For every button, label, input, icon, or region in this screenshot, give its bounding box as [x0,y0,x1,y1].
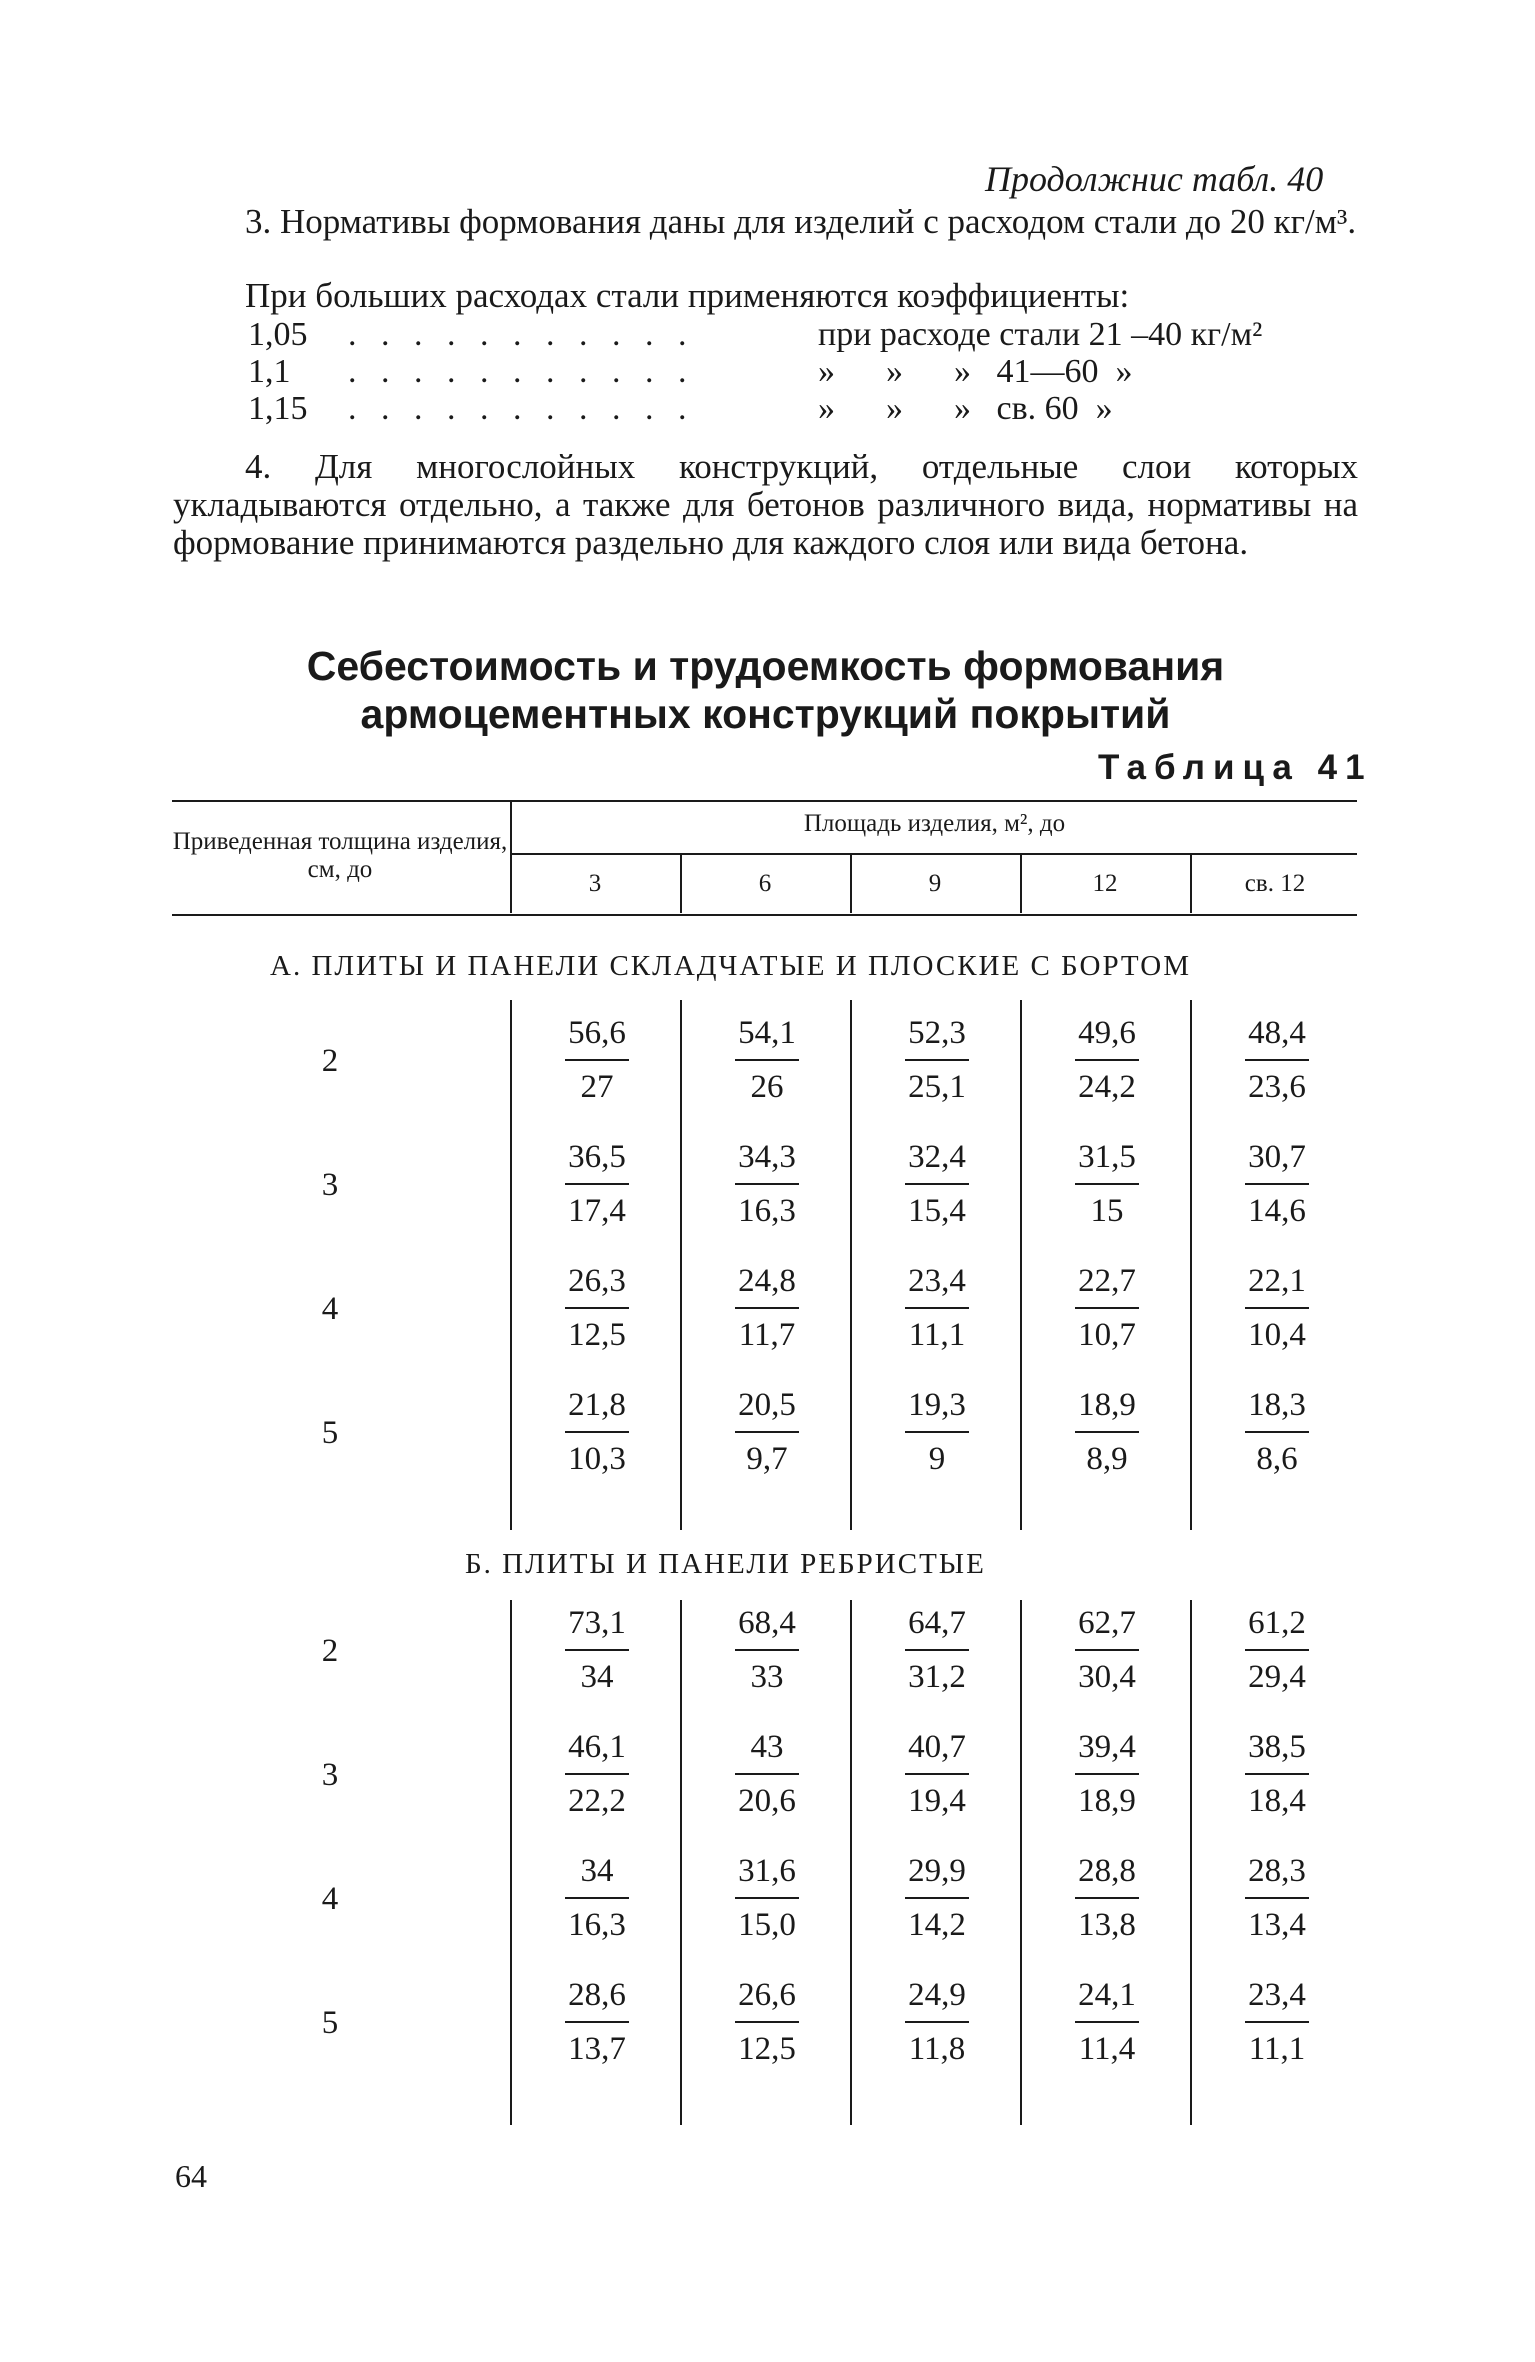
table-cell [887,1729,987,1820]
fraction-bar [905,1897,969,1907]
cost-value: 56,6 [568,1015,626,1051]
row-label: 4 [321,1881,339,1917]
table-cell [1057,1263,1157,1354]
continuation-header: Продолжнис табл. 40 [985,159,1324,199]
fraction-bar [565,2021,629,2031]
coefficient-value: 1,05 [248,316,308,353]
fraction-bar [735,1307,799,1317]
cost-value: 68,4 [738,1605,796,1641]
fraction-bar [905,1773,969,1783]
table-cell [1227,1139,1327,1230]
fraction-bar [1075,1431,1139,1441]
column-divider [850,1600,852,2125]
row-label: 2 [321,1633,339,1669]
labor-value: 15,0 [738,1907,796,1943]
table-cell [717,1139,817,1230]
labor-value: 13,7 [568,2031,626,2067]
cost-value: 22,1 [1248,1263,1306,1299]
table-cell [1227,1853,1327,1944]
cost-value: 24,1 [1078,1977,1136,2013]
labor-value: 17,4 [568,1193,626,1229]
labor-value: 22,2 [568,1783,626,1819]
fraction-bar [565,1183,629,1193]
row-label: 5 [321,1415,339,1451]
cost-value: 28,6 [568,1977,626,2013]
cost-value: 23,4 [1248,1977,1306,2013]
labor-value: 8,9 [1086,1441,1128,1477]
table-cell [547,1853,647,1944]
column-header: 3 [588,870,602,897]
cost-value: 22,7 [1078,1263,1136,1299]
labor-value: 26 [750,1069,784,1105]
coefficient-row [248,316,1262,354]
fraction-bar [565,1897,629,1907]
table-cell [717,1387,817,1478]
labor-value: 9 [928,1441,946,1477]
table-cell [887,1387,987,1478]
fraction-bar [1075,1059,1139,1069]
cost-value: 24,8 [738,1263,796,1299]
labor-value: 33 [750,1659,784,1695]
table-cell [1057,1015,1157,1106]
page-number: 64 [175,2158,207,2194]
table-top-rule [172,800,1357,802]
table-cell [1227,1605,1327,1696]
table-cell [887,1139,987,1230]
table-cell [1057,1387,1157,1478]
coefficient-condition: » » » 41—60 » [818,353,1133,390]
fraction-bar [1245,1431,1309,1441]
table-cell [717,1729,817,1820]
column-divider [1190,1000,1192,1530]
cost-value: 34,3 [738,1139,796,1175]
table-title-line-1: Себестоимость и трудоемкость формования [306,643,1225,689]
fraction-bar [1245,1649,1309,1659]
table-cell [1057,1977,1157,2068]
table-cell [887,1605,987,1696]
table-cell [887,1853,987,1944]
fraction-bar [735,2021,799,2031]
labor-value: 13,8 [1078,1907,1136,1943]
labor-value: 27 [580,1069,614,1105]
column-divider [680,1600,682,2125]
row-label: 3 [321,1167,339,1203]
section-title: Б. ПЛИТЫ И ПАНЕЛИ РЕБРИСТЫЕ [465,1548,986,1580]
labor-value: 25,1 [908,1069,966,1105]
table-cell [717,1977,817,2068]
fraction-bar [735,1649,799,1659]
cost-value: 26,3 [568,1263,626,1299]
table-cell [717,1853,817,1944]
labor-value: 19,4 [908,1783,966,1819]
fraction-bar [735,1897,799,1907]
table-cell [887,1015,987,1106]
leader-dots: . . . . . . . . . . . [348,353,695,390]
table-header-divider [512,853,1357,855]
table-number: Таблица 41 [1098,748,1373,787]
column-divider [1020,1000,1022,1530]
table-cell [1227,1263,1327,1354]
fraction-bar [735,1773,799,1783]
fraction-bar [1245,1897,1309,1907]
labor-value: 18,4 [1248,1783,1306,1819]
fraction-bar [1245,1307,1309,1317]
cost-value: 64,7 [908,1605,966,1641]
fraction-bar [735,1059,799,1069]
labor-value: 10,4 [1248,1317,1306,1353]
coefficient-condition: » » » св. 60 » [818,390,1113,427]
fraction-bar [735,1431,799,1441]
fraction-bar [1075,1183,1139,1193]
labor-value: 29,4 [1248,1659,1306,1695]
cost-value: 62,7 [1078,1605,1136,1641]
labor-value: 10,7 [1078,1317,1136,1353]
column-header: св. 12 [1244,870,1306,897]
cost-value: 48,4 [1248,1015,1306,1051]
note-3-paragraph: 3. Нормативы формования даны для изделий с расходом стали до 20 кг/м³. [245,202,1357,241]
coefficient-condition: при расходе стали 21 –40 кг/м² [818,316,1263,353]
cost-value: 38,5 [1248,1729,1306,1765]
cost-value: 61,2 [1248,1605,1306,1641]
table-cell [1057,1853,1157,1944]
table-cell [1057,1139,1157,1230]
cost-value: 23,4 [908,1263,966,1299]
fraction-bar [1075,1307,1139,1317]
fraction-bar [565,1773,629,1783]
table-cell [717,1015,817,1106]
cost-value: 21,8 [568,1387,626,1423]
labor-value: 14,6 [1248,1193,1306,1229]
fraction-bar [565,1307,629,1317]
column-divider [1190,1600,1192,2125]
labor-value: 11,1 [1248,2031,1306,2067]
cost-value: 24,9 [908,1977,966,2013]
cost-value: 36,5 [568,1139,626,1175]
cost-value: 31,5 [1078,1139,1136,1175]
cost-value: 40,7 [908,1729,966,1765]
cost-value: 31,6 [738,1853,796,1889]
table-header-bottom-rule [172,914,1357,916]
fraction-bar [1245,1059,1309,1069]
fraction-bar [1245,1773,1309,1783]
section-title: А. ПЛИТЫ И ПАНЕЛИ СКЛАДЧАТЫЕ И ПЛОСКИЕ С БОРТОМ [270,950,1191,982]
note-3-coefficients-intro: При больших расходах стали применяются коэффициенты: [245,276,1130,315]
labor-value: 12,5 [738,2031,796,2067]
labor-value: 15,4 [908,1193,966,1229]
table-cell [717,1605,817,1696]
labor-value: 12,5 [568,1317,626,1353]
fraction-bar [1075,1773,1139,1783]
coefficient-value: 1,15 [248,390,308,427]
row-label: 4 [321,1291,339,1327]
labor-value: 14,2 [908,1907,966,1943]
table-cell [547,1387,647,1478]
fraction-bar [1245,2021,1309,2031]
table-cell [547,1015,647,1106]
table-cell [1057,1605,1157,1696]
labor-value: 8,6 [1256,1441,1298,1477]
fraction-bar [1075,2021,1139,2031]
labor-value: 16,3 [568,1907,626,1943]
cost-value: 73,1 [568,1605,626,1641]
cost-value: 29,9 [908,1853,966,1889]
column-divider [510,1000,512,1530]
table-cell [1227,1729,1327,1820]
column-header: 9 [928,870,942,897]
coefficient-value: 1,1 [248,353,291,390]
table-cell [547,1139,647,1230]
fraction-bar [565,1431,629,1441]
table-title-line-2: армоцементных конструкций покрытий [360,691,1171,737]
cost-value: 28,3 [1248,1853,1306,1889]
labor-value: 18,9 [1078,1783,1136,1819]
labor-value: 31,2 [908,1659,966,1695]
fraction-bar [1075,1897,1139,1907]
labor-value: 13,4 [1248,1907,1306,1943]
row-label: 5 [321,2005,339,2041]
column-divider [850,1000,852,1530]
cost-value: 28,8 [1078,1853,1136,1889]
table-cell [887,1263,987,1354]
table-cell [717,1263,817,1354]
table-cell [547,1605,647,1696]
table-cell [1227,1387,1327,1478]
labor-value: 10,3 [568,1441,626,1477]
cost-value: 20,5 [738,1387,796,1423]
labor-value: 16,3 [738,1193,796,1229]
cost-value: 34 [580,1853,614,1889]
cost-value: 18,3 [1248,1387,1306,1423]
column-divider [680,1000,682,1530]
column-header: 6 [758,870,772,897]
cost-value: 39,4 [1078,1729,1136,1765]
labor-value: 9,7 [746,1441,788,1477]
labor-value: 30,4 [1078,1659,1136,1695]
fraction-bar [905,2021,969,2031]
table-cell [547,1729,647,1820]
cost-value: 43 [750,1729,784,1765]
cost-value: 52,3 [908,1015,966,1051]
table-cell [547,1263,647,1354]
labor-value: 11,7 [738,1317,796,1353]
note-4-paragraph: 4. Для многослойных конструкций, отдельные слои которых укладываются отдельно, а также для бетонов различного вида, нормативы на формование принимаются раздельно для каждого слоя или вида бетона. [173,447,1358,562]
fraction-bar [565,1059,629,1069]
table-cell [1227,1015,1327,1106]
table-cell [547,1977,647,2068]
fraction-bar [905,1307,969,1317]
cost-value: 49,6 [1078,1015,1136,1051]
row-label: 2 [321,1043,339,1079]
table-cell [1057,1729,1157,1820]
table-cell [1227,1977,1327,2068]
labor-value: 11,1 [908,1317,966,1353]
row-header-label: Приведенная толщина изделия, см, до [172,828,508,883]
fraction-bar [735,1183,799,1193]
group-header-label: Площадь изделия, м², до [803,810,1066,837]
labor-value: 23,6 [1248,1069,1306,1105]
labor-value: 11,8 [908,2031,966,2067]
cost-value: 46,1 [568,1729,626,1765]
fraction-bar [905,1059,969,1069]
labor-value: 15 [1090,1193,1124,1229]
column-divider [1020,1600,1022,2125]
labor-value: 11,4 [1078,2031,1136,2067]
cost-value: 26,6 [738,1977,796,2013]
cost-value: 32,4 [908,1139,966,1175]
leader-dots: . . . . . . . . . . . [348,390,695,427]
leader-dots: . . . . . . . . . . . [348,316,695,353]
fraction-bar [905,1649,969,1659]
fraction-bar [1245,1183,1309,1193]
labor-value: 34 [580,1659,614,1695]
fraction-bar [1075,1649,1139,1659]
column-divider [510,1600,512,2125]
fraction-bar [565,1649,629,1659]
row-label: 3 [321,1757,339,1793]
fraction-bar [905,1431,969,1441]
labor-value: 24,2 [1078,1069,1136,1105]
labor-value: 20,6 [738,1783,796,1819]
table-cell [887,1977,987,2068]
fraction-bar [905,1183,969,1193]
column-header: 12 [1092,870,1118,897]
cost-value: 54,1 [738,1015,796,1051]
cost-value: 19,3 [908,1387,966,1423]
cost-value: 30,7 [1248,1139,1306,1175]
coefficient-row [248,390,1113,428]
coefficient-row [248,353,1133,391]
cost-value: 18,9 [1078,1387,1136,1423]
